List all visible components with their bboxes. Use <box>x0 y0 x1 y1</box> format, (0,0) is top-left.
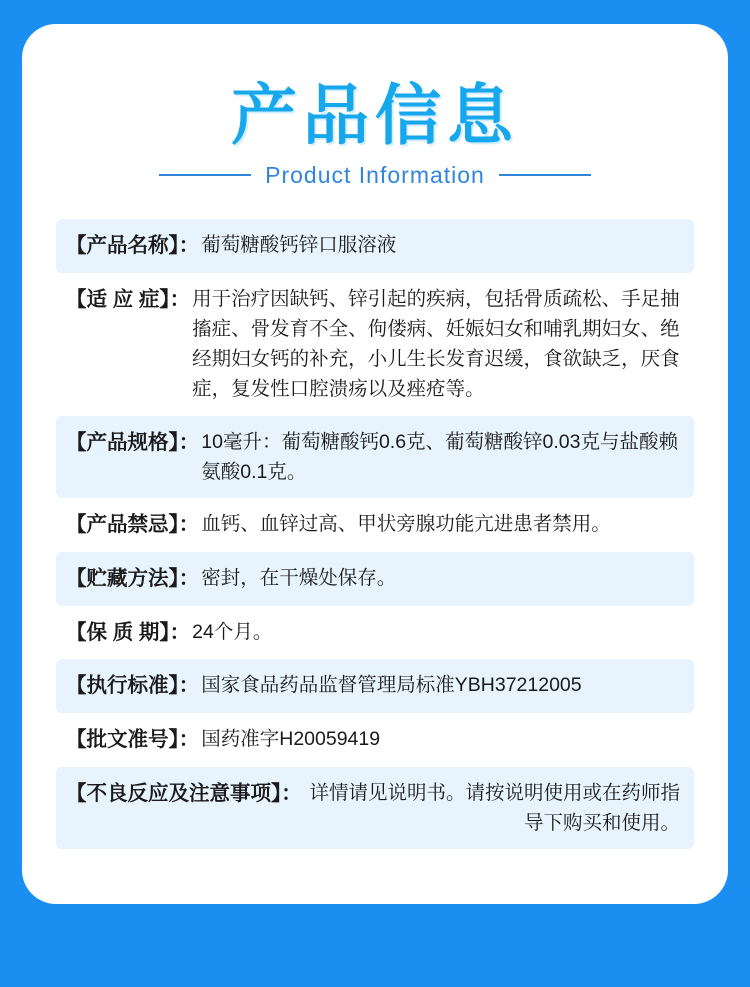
info-row-label: 【不良反应及注意事项】： <box>66 781 302 805</box>
info-row-label: 【贮藏方法】： <box>66 566 200 590</box>
info-row-label: 【保 质 期】： <box>66 620 191 644</box>
info-row <box>56 552 694 606</box>
info-row-value: 24个月。 <box>192 620 273 643</box>
info-row-value: 详情请见说明书。请按说明使用或在药师指导下购买和使用。 <box>309 781 680 835</box>
rule-right <box>499 174 591 176</box>
info-row-value: 密封，在干燥处保存。 <box>201 566 397 589</box>
page-subtitle: Product Information <box>265 161 485 188</box>
info-row-value: 用于治疗因缺钙、锌引起的疾病，包括骨质疏松、手足抽搐症、骨发育不全、佝偻病、妊娠妇女和哺乳期妇女、绝经期妇女钙的补充，小儿生长发育迟缓，食欲缺乏，厌食症，复发性口腔溃疡以及痤疮等。 <box>192 287 680 401</box>
info-row-value: 血钙、血锌过高、甲状旁腺功能亢进患者禁用。 <box>201 512 611 535</box>
info-row <box>56 767 694 849</box>
info-row-value: 国药准字H20059419 <box>201 728 381 751</box>
info-card <box>22 24 728 904</box>
info-row <box>56 416 694 498</box>
info-row-label: 【产品禁忌】： <box>66 512 200 536</box>
info-row <box>56 713 694 767</box>
info-row-list <box>56 219 694 849</box>
info-row-value: 10毫升：葡萄糖酸钙0.6克、葡萄糖酸锌0.03克与盐酸赖氨酸0.1克。 <box>201 430 679 483</box>
page-title: 产品信息 <box>231 78 519 152</box>
info-row <box>56 219 694 273</box>
subtitle-block <box>56 162 694 189</box>
title-block <box>56 78 694 189</box>
info-row-label: 【适 应 症】： <box>66 287 191 311</box>
info-row <box>56 659 694 713</box>
info-row <box>56 498 694 552</box>
info-row-label: 【执行标准】： <box>66 674 200 698</box>
rule-left <box>159 174 251 176</box>
info-row <box>56 606 694 660</box>
info-row <box>56 273 694 416</box>
info-row-label: 【产品规格】： <box>66 430 200 454</box>
info-row-label: 【批文准号】： <box>66 728 200 752</box>
info-row-label: 【产品名称】： <box>66 233 200 257</box>
info-row-value: 国家食品药品监督管理局标准YBH37212005 <box>201 674 582 697</box>
info-row-value: 葡萄糖酸钙锌口服溶液 <box>201 233 397 256</box>
